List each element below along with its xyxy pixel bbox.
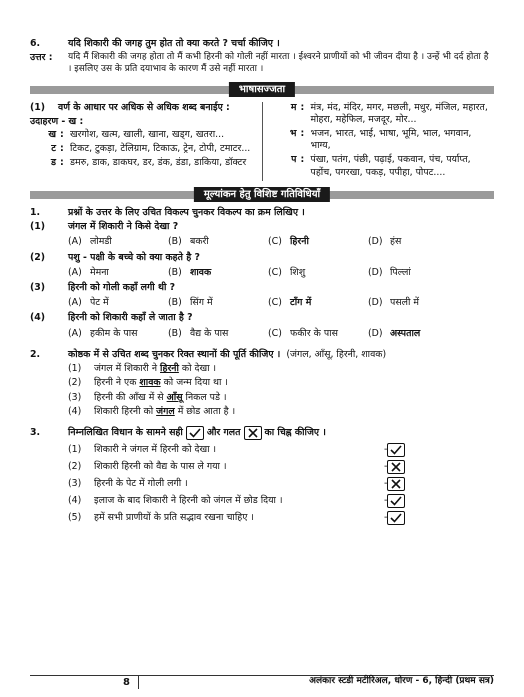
vocab-row: प : पंखा, पतंग, पंछी, पढ़ाई, पकवान, पंच, पर्याप्त, पहोंच, पगरखा, पकड़, पपीहा, पोपट.... bbox=[271, 154, 495, 178]
item-question: पशु - पक्षी के बच्चे को क्या कहते है ? bbox=[68, 251, 200, 263]
vocab-instruction bbox=[30, 102, 254, 114]
letter: ट bbox=[51, 143, 56, 155]
option: (C) शिशु bbox=[268, 266, 306, 278]
options-row bbox=[68, 267, 494, 279]
tick-mark-icon bbox=[387, 494, 405, 508]
option-correct: (B) शावक bbox=[168, 266, 212, 278]
option: (C) फकीर के पास bbox=[268, 327, 338, 339]
mcq-item bbox=[30, 312, 494, 339]
cross-mark-icon bbox=[387, 477, 405, 491]
question-instruction: प्रश्नों के उत्तर के लिए उचित विकल्प चुनकर विकल्प का क्रम लिखिए । bbox=[68, 206, 305, 218]
word-list: खरगोश, खत्म, खाली, खाना, खड्ग, खतरा... bbox=[70, 129, 225, 141]
filled-answer: शावक bbox=[139, 377, 161, 389]
word-list: पंखा, पतंग, पंछी, पढ़ाई, पकवान, पंच, पर्याप्त, पहोंच, पगरखा, पकड़, पपीहा, पोपट.... bbox=[310, 154, 471, 178]
vocab-left-column bbox=[30, 102, 263, 181]
answer-label: उत्तर : bbox=[30, 52, 53, 64]
fill-row: (2) हिरनी ने एक शावक को जन्म दिया था । bbox=[68, 377, 228, 389]
page-number: 8 bbox=[30, 676, 139, 689]
options-row bbox=[68, 328, 494, 340]
question-text: यदि शिकारी की जगह तुम होत तो क्या करते ? चर्चा कीजिए । bbox=[68, 38, 280, 49]
option: (A) मेमना bbox=[68, 266, 109, 278]
section-banner-vocab bbox=[30, 82, 494, 98]
letter: भ bbox=[289, 128, 297, 140]
answer-text: यदि मैं शिकारी की जगह होता तो मैं कभी हिरनी को गोली नहीं मारता । ईश्वरने प्राणीयों को भी जीवन दीया है । उन्हें भी दर्द होता है । इसलिए उस के प्रति दयाभाव के कारण मैं उसे नहीं मारता । bbox=[68, 52, 489, 74]
true-false-row: (4) इलाज के बाद शिकारी ने हिरनी को जंगल में छोड दिया । - bbox=[68, 494, 494, 508]
vocab-row: ड : डमरु, डाक, डाकघर, डर, डंक, डंडा, डाकिया, डॉक्टर bbox=[30, 157, 254, 169]
section-title: मूल्यांकन हेतु विशिष्ट गतिविधियाँ bbox=[194, 187, 330, 202]
option: (B) सिंग में bbox=[168, 297, 213, 309]
item-number: (1) bbox=[30, 221, 46, 233]
question-2 bbox=[30, 349, 494, 361]
filled-answer: हिरनी bbox=[160, 363, 179, 375]
option: (D) हंस bbox=[368, 236, 402, 248]
tick-mark-icon bbox=[387, 511, 405, 525]
cross-mark-icon bbox=[387, 460, 405, 474]
fill-row: (1) जंगल में शिकारी ने हिरनी को देखा । bbox=[68, 363, 217, 375]
section-banner-activities bbox=[30, 187, 494, 203]
example-label: उदाहरण - ख : bbox=[30, 115, 84, 127]
answer-6 bbox=[30, 52, 494, 75]
filled-answer: जंगल bbox=[156, 405, 175, 417]
vocab-row: ख : खरगोश, खत्म, खाली, खाना, खड्ग, खतरा... bbox=[30, 129, 254, 141]
instruction-text: वर्ण के आधार पर अधिक से अधिक शब्द बनाईए : bbox=[58, 101, 230, 113]
item-number: (4) bbox=[30, 312, 46, 324]
word-list: मंत्र, मंद, मंदिर, मगर, मछली, मधुर, मंजिल, महारत, मोहरा, महेफिल, मजदूर, मोर... bbox=[310, 101, 488, 125]
word-list: डमरु, डाक, डाकघर, डर, डंक, डंडा, डाकिया, डॉक्टर bbox=[70, 157, 247, 169]
fill-row: (3) हिरनी की आँख में से आँसू निकल पडे । bbox=[68, 391, 227, 403]
fill-blanks-list bbox=[68, 363, 494, 418]
option-correct: (D) अस्पताल bbox=[368, 327, 421, 339]
question-number: 3. bbox=[30, 426, 41, 438]
item-question: जंगल में शिकारी ने किसे देखा ? bbox=[68, 221, 179, 233]
true-false-row: (3) हिरनी के पेट में गोली लगी । - bbox=[68, 477, 494, 491]
mcq-item bbox=[30, 221, 494, 248]
question-6 bbox=[30, 38, 494, 50]
vocab-right-column bbox=[271, 102, 495, 181]
letter: म bbox=[290, 101, 297, 113]
filled-answer: आँसू bbox=[166, 391, 183, 403]
tick-box-icon bbox=[186, 426, 204, 440]
true-false-row: (1) शिकारी ने जंगल में हिरनी को देखा । - bbox=[68, 443, 494, 457]
letter: ख bbox=[48, 129, 56, 141]
vocab-row: भ : भजन, भारत, भाई, भाषा, भूमि, भाल, भगवान, भाग्य, bbox=[271, 128, 495, 152]
item-number: (1) bbox=[30, 101, 46, 113]
true-false-row: (5) हमें सभी प्राणीयों के प्रति सद्भाव रखना चाहिए । - bbox=[68, 511, 494, 525]
question-1 bbox=[30, 207, 494, 219]
vocab-row: ट : टिकट, टुकड़ा, टेलिग्राम, टिकाऊ, ट्रेन, टोपी, टमाटर... bbox=[30, 143, 254, 155]
mcq-item bbox=[30, 252, 494, 279]
option: (D) पसली में bbox=[368, 297, 420, 309]
item-number: (3) bbox=[30, 282, 46, 293]
letter: ड bbox=[50, 157, 56, 169]
option: (B) बकरी bbox=[168, 236, 209, 248]
letter: प bbox=[291, 154, 297, 166]
option-correct: (C) हिरनी bbox=[268, 236, 309, 248]
option: (D) पिल्लां bbox=[368, 266, 411, 278]
cross-box-icon bbox=[244, 426, 262, 440]
section-title: भाषासज्जता bbox=[229, 82, 295, 97]
mcq-item bbox=[30, 282, 494, 309]
vocab-section bbox=[30, 102, 494, 181]
question-number: 6. bbox=[30, 38, 41, 49]
options-row bbox=[68, 297, 494, 309]
tick-mark-icon bbox=[387, 443, 405, 457]
question-number: 2. bbox=[30, 348, 41, 360]
vocab-row: म : मंत्र, मंद, मंदिर, मगर, मछली, मधुर, मंजिल, महारत, मोहरा, महेफिल, मजदूर, मोर... bbox=[271, 102, 495, 126]
question-instruction: कोष्ठक में से उचित शब्द चुनकर रिक्त स्थानों की पूर्ति कीजिए । bbox=[68, 348, 281, 360]
options-row bbox=[68, 236, 494, 248]
option: (B) वैद्य के पास bbox=[168, 327, 229, 339]
word-list: भजन, भारत, भाई, भाषा, भूमि, भाल, भगवान, भाग्य, bbox=[310, 128, 472, 152]
page-footer bbox=[30, 675, 494, 689]
book-title: अलंकार स्टडी मटीरिअल, धोरण - 6, हिन्दी (प्रथम सत्र) bbox=[309, 676, 494, 686]
word-hint: (जंगल, आँसू, हिरनी, शावक) bbox=[286, 348, 387, 360]
option: (A) लोमडी bbox=[68, 236, 112, 248]
option: (A) पेट में bbox=[68, 297, 109, 309]
word-list: टिकट, टुकड़ा, टेलिग्राम, टिकाऊ, ट्रेन, टोपी, टमाटर... bbox=[70, 143, 251, 155]
question-number: 1. bbox=[30, 206, 41, 218]
item-number: (2) bbox=[30, 251, 46, 263]
fill-row: (4) शिकारी हिरनी को जंगल में छोड आता है । bbox=[68, 405, 236, 417]
question-3: 3. निम्नलिखित विधान के सामने सही और गलत का चिह्न कीजिए । bbox=[30, 426, 494, 440]
option-correct: (C) टाँग में bbox=[268, 297, 312, 309]
item-question: हिरनी को गोली कहाँ लगी थी ? bbox=[68, 282, 176, 293]
item-question: हिरनी को शिकारी कहाँ ले जाता है ? bbox=[68, 312, 193, 324]
true-false-row: (2) शिकारी हिरनी को वैद्य के पास ले गया । - bbox=[68, 460, 494, 474]
option: (A) हकीम के पास bbox=[68, 327, 138, 339]
